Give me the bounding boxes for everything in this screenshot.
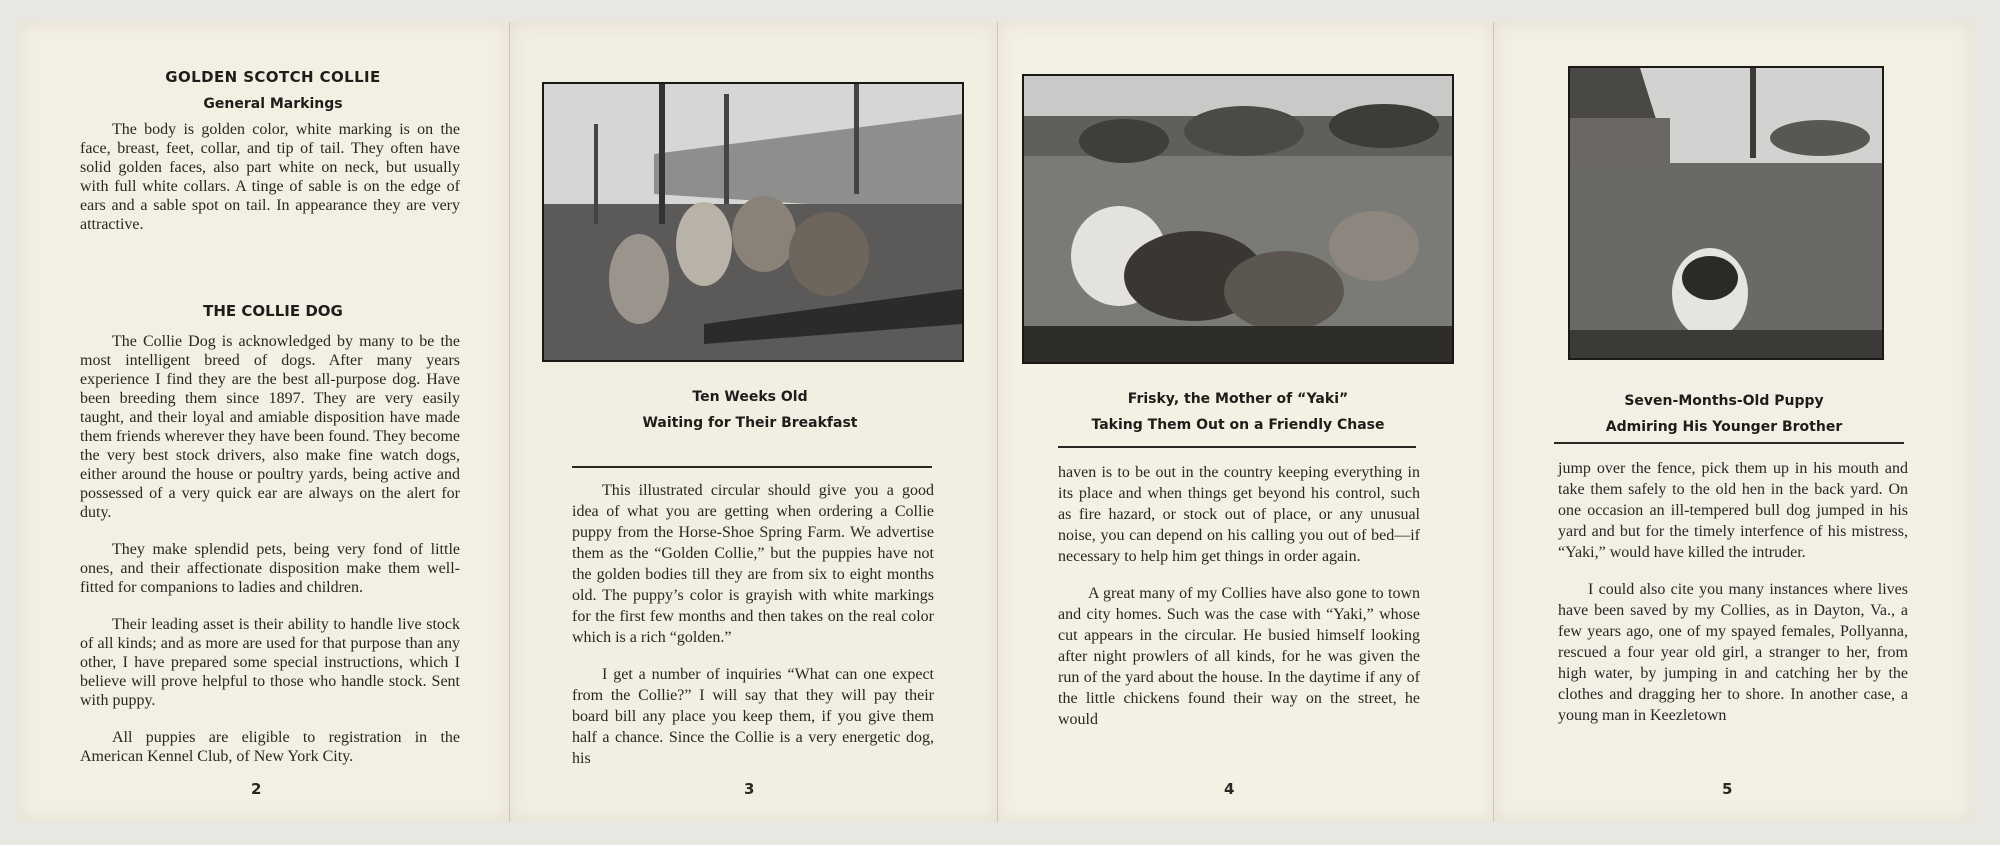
page-number: 3 — [744, 780, 755, 798]
heading-the-collie-dog: THE COLLIE DOG — [203, 302, 343, 320]
puppy-photo-icon — [1570, 68, 1882, 358]
heading-golden-scotch-collie: GOLDEN SCOTCH COLLIE — [165, 68, 381, 86]
paragraph: This illustrated circular should give you a good idea of what you are getting when ordering a Collie puppy from the Horse-Shoe Spring Farm. We advertise them as the “Golden Collie,” but the puppies have not the golden bodies till they are from six to eight months old. The puppy’s color is grayish with white markings for the first few months and then takes on the real color which is a rich “golden.” — [572, 482, 934, 646]
page-4-text — [1058, 462, 1420, 746]
puppies-photo-icon — [544, 84, 962, 360]
paragraph: A great many of my Collies have also gone to town and city homes. Such was the case with “Yaki,” whose cut appears in the circular. He busied himself looking after night prowlers of all kinds, for he was given the run of the yard about the house. In the daytime if any of the little chickens found their way on the street, he would — [1058, 585, 1420, 728]
page-number: 4 — [1224, 780, 1235, 798]
general-markings-text — [80, 120, 460, 234]
page-3-panel — [510, 22, 998, 822]
photo-caption — [540, 384, 960, 436]
caption-line: Frisky, the Mother of “Yaki” — [1127, 391, 1349, 407]
heading-general-markings: General Markings — [203, 96, 343, 112]
photo-seven-month-puppy — [1568, 66, 1884, 360]
page-number: 2 — [251, 780, 262, 798]
page-5-text — [1558, 458, 1908, 742]
paragraph: The body is golden color, white marking is on the face, breast, feet, collar, and tip of tail. They often have solid golden faces, also part white on neck, but usually with full white collars. A tinge of sable is on the edge of ears and a sable spot on tail. In appearance they are very attractive. — [80, 121, 460, 233]
caption-line: Taking Them Out on a Friendly Chase — [1091, 417, 1385, 433]
caption-line: Admiring His Younger Brother — [1605, 419, 1843, 435]
caption-line: Seven-Months-Old Puppy — [1624, 393, 1824, 409]
paragraph: I could also cite you many instances where lives have been saved by my Collies, as in Dayton, Va., a few years ago, one of my spayed females, Pollyanna, rescued a four year old girl, a stranger to her, from high water, by jumping in and catching her by the clothes and dragging her to shore. In another case, a young man in Keezletown — [1558, 581, 1908, 724]
paragraph: The Collie Dog is acknowledged by many to be the most intelligent breed of dogs. After many years experience I find they are the best all-purpose dog. Have been breeding them since 1897. They are very easily taught, and their loyal and amiable disposition have made them friends wherever they have been found. They become the very best stock drivers, also make fine watch dogs, either around the house or poultry yards, being active and possessed of a very quick ear are always on the alert for duty. — [80, 333, 460, 521]
paragraph: haven is to be out in the country keeping everything in its place and when things get beyond his control, such as fire hazard, or stock out of place, or any unusual noise, you can depend on his calling you out of bed—if necessary to help him get things in order again. — [1058, 464, 1420, 565]
paragraph: They make splendid pets, being very fond of little ones, and their affectionate disposition make them well-fitted for companions to ladies and children. — [80, 541, 460, 596]
divider — [1554, 442, 1904, 444]
page-3-text — [572, 480, 934, 785]
divider — [1058, 446, 1416, 448]
collie-dog-text — [80, 332, 460, 784]
paragraph: Their leading asset is their ability to handle live stock of all kinds; and as more are used for that purpose than any other, I have prepared some special instructions, which I believe will prove helpful to those who handle stock. Sent with puppy. — [80, 616, 460, 709]
divider — [572, 466, 932, 468]
paragraph: jump over the fence, pick them up in his mouth and take them safely to the old hen in the back yard. On one occasion an ill-tempered bull dog jumped in his yard and but for the timely interfence of his mistress, “Yaki,” would have killed the intruder. — [1558, 460, 1908, 561]
caption-line: Waiting for Their Breakfast — [642, 415, 858, 431]
paragraph: All puppies are eligible to registration in the American Kennel Club, of New York City. — [80, 729, 460, 765]
photo-mother-collie-chase — [1022, 74, 1454, 364]
page-number: 5 — [1722, 780, 1733, 798]
photo-puppies-by-fence — [542, 82, 964, 362]
photo-caption — [1554, 388, 1894, 440]
caption-line: Ten Weeks Old — [692, 389, 808, 405]
page-2-panel — [18, 22, 510, 822]
collie-chase-photo-icon — [1024, 76, 1452, 362]
page-5-panel — [1494, 22, 1972, 822]
photo-caption — [1024, 386, 1452, 438]
paragraph: I get a number of inquiries “What can one expect from the Collie?” I will say that they will pay their board bill any place you keep them, if you give them half a chance. Since the Collie is a very energetic dog, his — [572, 666, 934, 767]
page-4-panel — [998, 22, 1494, 822]
